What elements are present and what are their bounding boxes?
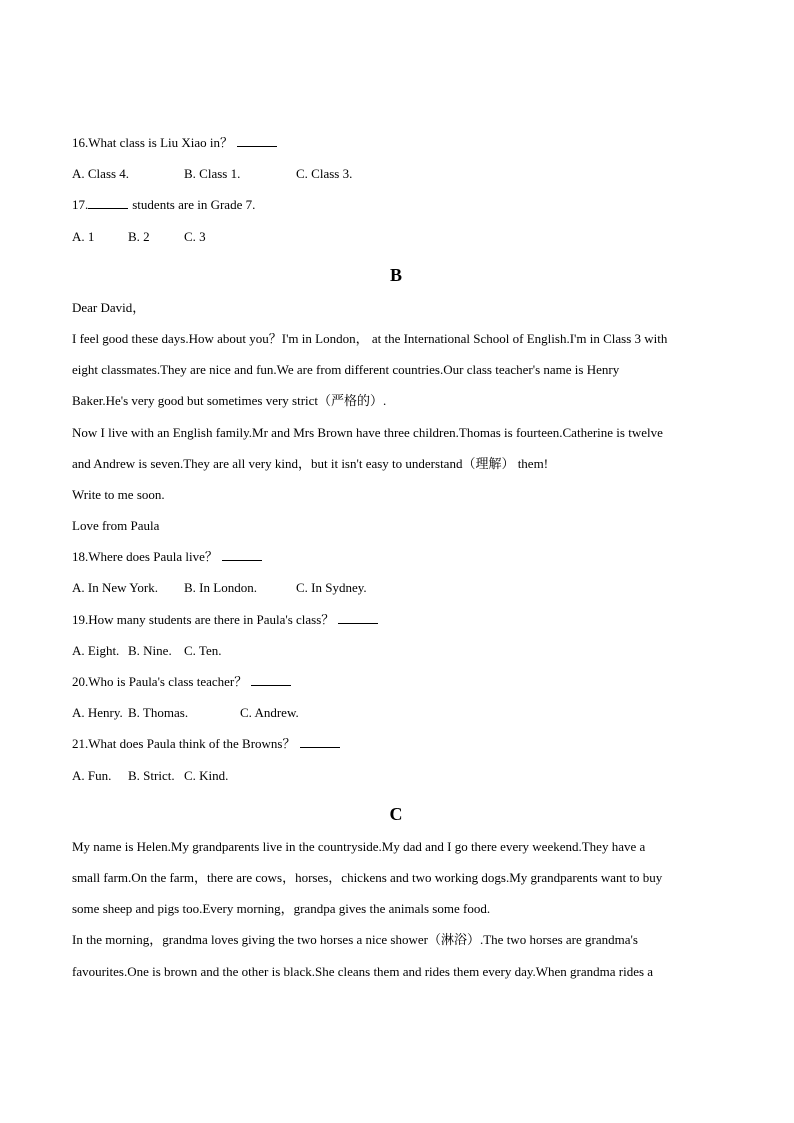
option-a: A. In New York. [72, 580, 158, 596]
passage-line: some sheep and pigs too.Every morning，grandpa gives the animals some food. [72, 901, 491, 917]
answer-blank[interactable] [300, 735, 340, 748]
option-c: C. Andrew. [240, 705, 299, 721]
question-text: Who is Paula's class teacher？ [88, 674, 248, 689]
options-19 [72, 641, 720, 672]
option-c: C. Ten. [184, 642, 222, 658]
question-19 [72, 610, 720, 641]
options-21 [72, 766, 720, 797]
option-a: A. Fun. [72, 767, 112, 783]
letter-line: Dear David， [72, 299, 146, 315]
option-b: B. 2 [128, 228, 150, 244]
option-b: B. In London. [184, 580, 257, 596]
passage-line: In the morning，grandma loves giving the two horses a nice shower（淋浴）.The two horses are grandma's [72, 932, 638, 948]
option-c: C. Kind. [184, 767, 229, 783]
answer-blank[interactable] [88, 196, 128, 209]
passage-line: small farm.On the farm，there are cows，horses，chickens and two working dogs.My grandparents want to buy [72, 869, 663, 885]
question-text: What class is Liu Xiao in？ [88, 135, 234, 150]
letter-line: I feel good these days.How about you？I'm in London， at the International School of English.I'm in Class 3 with [72, 330, 668, 346]
options-16 [72, 164, 720, 195]
section-heading-b: B [389, 264, 402, 285]
answer-blank[interactable] [251, 673, 291, 686]
question-18 [72, 547, 720, 578]
question-17 [72, 195, 720, 226]
question-text: How many students are there in Paula's class？ [88, 611, 335, 627]
option-a: A. 1 [72, 228, 95, 244]
letter-line: and Andrew is seven.They are all very kind，but it isn't easy to understand（理解） them! [72, 455, 549, 471]
question-text: What does Paula think of the Browns？ [88, 736, 296, 752]
letter-line: Now I live with an English family.Mr and Mrs Brown have three children.Thomas is fourteen.Catherine is twelve [72, 424, 663, 440]
option-a: A. Henry. [72, 705, 123, 721]
answer-blank[interactable] [222, 548, 262, 561]
letter-line: Write to me soon. [72, 486, 165, 502]
option-c: C. 3 [184, 228, 206, 244]
question-number: 17. [72, 197, 89, 213]
question-number: 16. [72, 135, 89, 150]
section-heading-c: C [389, 803, 403, 824]
letter-line: Baker.He's very good but sometimes very strict（严格的）. [72, 393, 387, 409]
option-b: B. Strict. [128, 767, 175, 783]
option-b: B. Class 1. [184, 166, 241, 182]
letter-line: eight classmates.They are nice and fun.We are from different countries.Our class teacher's name is Henry [72, 362, 620, 378]
options-20 [72, 703, 720, 734]
question-number: 18. [72, 549, 89, 565]
question-16 [72, 133, 720, 164]
question-number: 20. [72, 674, 89, 689]
question-text: students are in Grade 7. [132, 197, 256, 213]
document-page [72, 133, 720, 993]
options-18 [72, 578, 720, 609]
option-b: B. Thomas. [128, 705, 189, 721]
option-c: C. In Sydney. [296, 580, 367, 596]
letter-line: Love from Paula [72, 518, 160, 534]
question-number: 19. [72, 611, 89, 627]
options-17 [72, 227, 720, 258]
passage-line: My name is Helen.My grandparents live in the countryside.My dad and I go there every weekend.They have a [72, 838, 646, 854]
question-21 [72, 734, 720, 765]
question-number: 21. [72, 736, 89, 752]
answer-blank[interactable] [237, 134, 277, 147]
answer-blank[interactable] [338, 611, 378, 624]
question-text: Where does Paula live？ [88, 549, 218, 565]
passage-line: favourites.One is brown and the other is black.She cleans them and rides them every day.When grandma rides a [72, 963, 654, 979]
question-20 [72, 672, 720, 703]
option-b: B. Nine. [128, 642, 172, 658]
option-c: C. Class 3. [296, 166, 353, 182]
option-a: A. Eight. [72, 642, 120, 658]
option-a: A. Class 4. [72, 166, 130, 182]
